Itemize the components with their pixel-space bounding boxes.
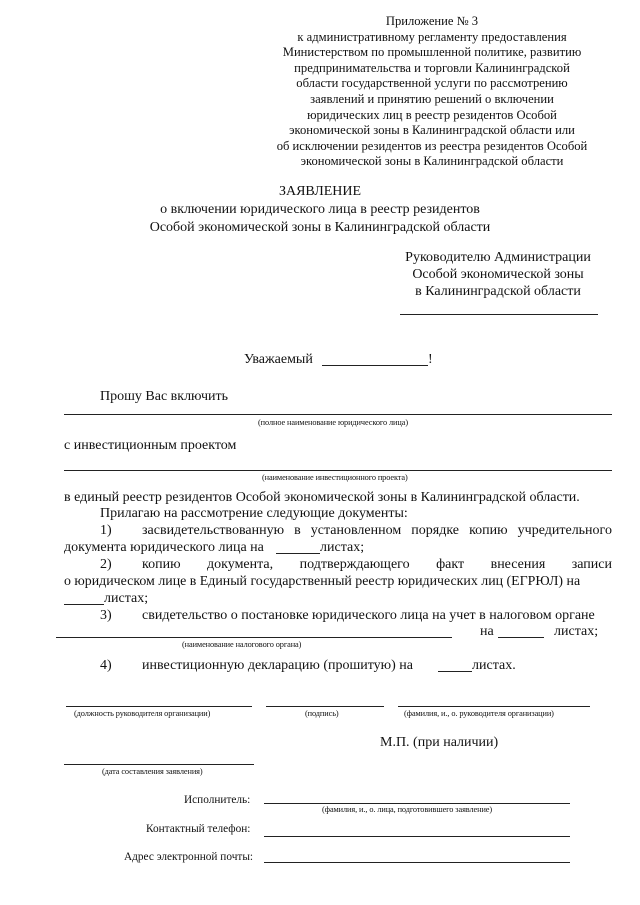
position-line[interactable] (66, 706, 252, 707)
executor-name-line[interactable] (264, 803, 570, 804)
item-2-word: подтверждающего (299, 557, 410, 572)
item-1-line-1 (142, 523, 612, 539)
addressee-line-2: Особой экономической зоны (412, 267, 584, 282)
header-line: к административному регламенту предоставления (297, 29, 567, 44)
item-1-word: учредительного (517, 523, 612, 538)
salutation-name-line[interactable] (322, 365, 428, 366)
item-4-text: инвестиционную декларацию (прошитую) на (142, 658, 414, 673)
project-caption: (наименование инвестиционного проекта) (262, 473, 408, 482)
addressee-line-1: Руководителю Администрации (405, 250, 591, 265)
item-3-sheets-line[interactable] (498, 637, 544, 638)
item-2-word: документа, (207, 557, 274, 572)
item-2-line-1 (142, 557, 612, 573)
tax-authority-caption: (наименование налогового органа) (182, 640, 302, 649)
phone-label: Контактный телефон: (146, 823, 251, 835)
item-4-sheets-line[interactable] (438, 671, 472, 672)
item-2-line-2: о юридическом лице в Единый государственный реестр юридических лиц (ЕГРЮЛ) на (64, 574, 581, 589)
item-1-word: порядке (411, 523, 459, 538)
item-4-number: 4) (100, 658, 112, 673)
item-1-word: установленном (310, 523, 402, 538)
phone-line[interactable] (264, 836, 570, 837)
email-label: Адрес электронной почты: (124, 851, 254, 863)
director-name-caption: (фамилия, и., о. руководителя организации) (404, 709, 554, 718)
director-name-line[interactable] (398, 706, 590, 707)
addressee-line-3: в Калининградской области (415, 284, 581, 299)
appendix-header (262, 14, 602, 170)
document-subtitle-1: о включении юридического лица в реестр резидентов (160, 202, 480, 217)
item-1-word: засвидетельствованную (142, 523, 285, 538)
item-2-word: внесения (490, 557, 546, 572)
item-1-sheets-line[interactable] (276, 553, 320, 554)
header-line: Министерством по промышленной политике, развитию (282, 45, 582, 60)
item-2-word: факт (436, 557, 465, 572)
item-4-suffix: листах. (472, 658, 516, 673)
request-text: Прошу Вас включить (100, 389, 229, 404)
position-caption: (должность руководителя организации) (74, 709, 211, 718)
header-line: экономической зоны в Калининградской области или (289, 123, 575, 138)
header-line: экономической зоны в Калининградской области (300, 154, 564, 169)
header-line: Приложение № 3 (385, 14, 479, 28)
addressee-name-line[interactable] (400, 314, 598, 315)
item-1-number: 1) (100, 523, 112, 538)
header-line: области государственной услуги по рассмотрению (296, 76, 568, 91)
header-line: юридических лиц в реестр резидентов Особой (307, 107, 557, 122)
salutation-exclamation: ! (428, 352, 433, 367)
item-2-sheets-line[interactable] (64, 604, 104, 605)
item-3-suffix: листах; (554, 624, 599, 639)
legal-entity-name-line[interactable] (64, 414, 612, 415)
project-text: с инвестиционным проектом (64, 438, 237, 453)
date-caption: (дата составления заявления) (102, 767, 203, 776)
document-subtitle-2: Особой экономической зоны в Калининградской области (149, 220, 491, 235)
item-3-number: 3) (100, 608, 112, 623)
document-title: ЗАЯВЛЕНИЕ (278, 184, 362, 199)
item-1-word: в (294, 523, 301, 538)
executor-caption: (фамилия, и., о. лица, подготовившего заявление) (322, 805, 493, 814)
project-name-line[interactable] (64, 470, 612, 471)
attachments-intro: Прилагаю на рассмотрение следующие документы: (100, 506, 408, 521)
legal-entity-caption: (полное наименование юридического лица) (258, 418, 408, 427)
header-line: предпринимательства и торговли Калининградской (294, 60, 570, 75)
header-line: заявлений и принятию решений о включении (310, 91, 554, 106)
email-line[interactable] (264, 862, 570, 863)
item-3-line-1: свидетельство о постановке юридического лица на учет в налоговом органе (142, 608, 595, 623)
item-1-line-2: документа юридического лица на (64, 540, 264, 555)
tax-authority-line[interactable] (56, 637, 452, 638)
registry-sentence: в единый реестр резидентов Особой экономической зоны в Калининградской области. (64, 490, 580, 505)
item-2-word: копию (142, 557, 181, 572)
executor-label: Исполнитель: (184, 794, 251, 806)
signature-line[interactable] (266, 706, 384, 707)
item-1-word: копию (469, 523, 508, 538)
salutation-label: Уважаемый (244, 352, 313, 367)
header-line: об исключении резидентов из реестра резидентов Особой (276, 138, 588, 153)
signature-caption: (подпись) (305, 709, 339, 718)
item-3-na: на (480, 624, 494, 639)
item-2-suffix: листах; (104, 591, 149, 606)
date-line[interactable] (64, 764, 254, 765)
item-1-suffix: листах; (320, 540, 365, 555)
item-2-number: 2) (100, 557, 112, 572)
item-2-word: записи (571, 557, 612, 572)
stamp-note: М.П. (при наличии) (380, 735, 499, 750)
